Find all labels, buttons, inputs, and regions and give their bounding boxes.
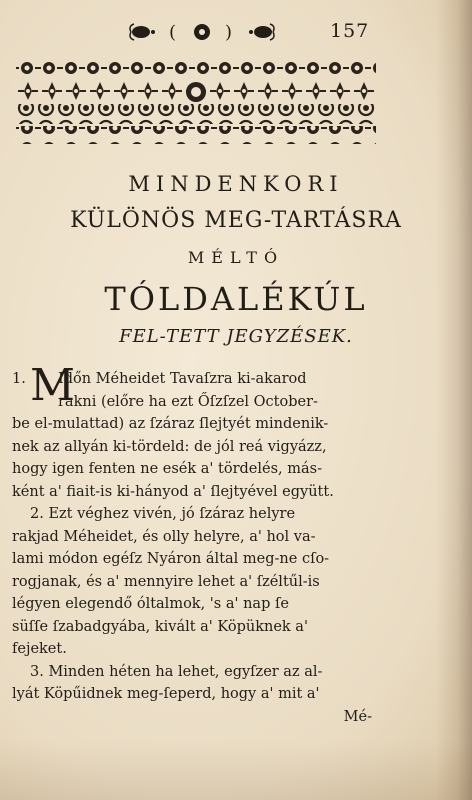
page-number: 157 <box>330 20 370 42</box>
paragraph-number: 1. <box>12 371 26 387</box>
text-line: fejeket. <box>12 641 67 657</box>
title-line-jegyzesek: FEL-TETT JEGYZÉSEK. <box>119 326 353 347</box>
text-line: hogy igen fenten ne esék a' tördelés, más- <box>12 461 322 477</box>
text-line: lyát Köpűidnek meg-ſeperd, hogy a' mit a' <box>12 686 320 702</box>
title-line-mindenkori: MINDENKORI <box>128 172 344 196</box>
text-line: légyen elegendő óltalmok, 's a' nap ſe <box>12 596 289 612</box>
title-line-toldalekul: TÓLDALÉKÚL <box>104 280 368 318</box>
text-line: 2. Ezt véghez vivén, jó ſzáraz helyre <box>30 506 296 522</box>
text-line: süſſe ſzabadgyába, kivált a' Köpüknek a' <box>12 618 308 635</box>
title-line-kulonos: KÜLÖNÖS MEG-TARTÁSRA <box>70 208 402 233</box>
decorative-headpiece-band <box>16 58 376 144</box>
drop-cap: M <box>30 360 76 411</box>
text-line-content: Időn Méheidet Tavaſzra ki-akarod <box>58 371 307 387</box>
svg-text:): ) <box>225 22 233 43</box>
body-text <box>12 360 376 728</box>
title-line-melto: MÉLTÓ <box>187 248 285 267</box>
text-line: be el-mulattad) az ſzáraz ſlejtyét mindenik- <box>12 416 329 432</box>
text-line: ként a' fiait-is ki-hányod a' ſlejtyével együtt. <box>12 483 334 500</box>
catchword: Mé- <box>343 708 372 725</box>
running-head-ornament <box>122 20 282 44</box>
page-bottom-shadow <box>0 740 472 800</box>
page-edge-shadow <box>436 0 472 800</box>
text-line: 3. Minden héten ha lehet, egyſzer az al- <box>30 663 323 680</box>
text-line: nek az allyán ki-tördeld: de jól reá vigyázz, <box>12 438 327 455</box>
fleuron-ornament-icon <box>127 20 277 44</box>
text-line: lami módon egéſz Nyáron által meg-ne cſo- <box>12 551 330 567</box>
text-line: rogjanak, és a' mennyire lehet a' ſzéltűl-is <box>12 573 320 590</box>
text-line: rakjad Méheidet, és olly helyre, a' hol va- <box>12 528 316 545</box>
svg-text:(: ( <box>169 22 177 43</box>
text-line: rakni (előre ha ezt Őſzſzel October- <box>58 393 318 410</box>
